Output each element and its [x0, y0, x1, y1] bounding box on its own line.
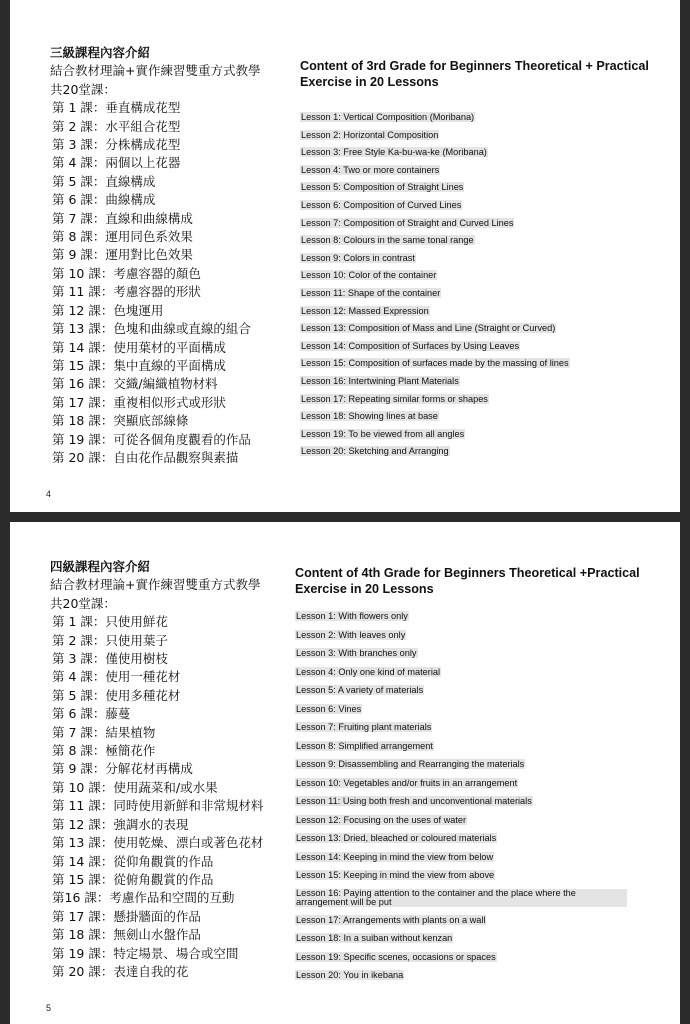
english-lesson-item	[300, 358, 670, 376]
chinese-lesson-item: 第 18 課：突顯底部線條	[52, 413, 189, 429]
english-course-column	[295, 565, 665, 989]
english-lesson-text: Lesson 2: Horizontal Composition	[301, 129, 439, 140]
english-lesson-text: Lesson 19: Specific scenes, occasions or spaces	[296, 951, 496, 962]
english-lesson-text: Lesson 8: Simplified arrangement	[296, 740, 433, 751]
english-lesson-item	[295, 648, 665, 667]
english-lesson-text: Lesson 5: A variety of materials	[296, 685, 424, 695]
chinese-lesson-item: 第 3 課：僅使用樹枝	[52, 651, 168, 667]
english-lesson-item	[295, 667, 665, 686]
chinese-lesson-item: 第 13 課：色塊和曲線或直線的組合	[52, 321, 251, 337]
english-lesson-text: Lesson 20: You in ikebana	[296, 970, 404, 980]
chinese-lesson-item: 第 7 課：結果植物	[52, 724, 156, 740]
english-lesson-item	[295, 915, 665, 934]
english-lesson-text: Lesson 6: Vines	[296, 703, 362, 714]
english-lesson-text: Lesson 4: Two or more containers	[301, 164, 440, 175]
chinese-lesson-item: 第 6 課：曲線構成	[52, 192, 156, 208]
english-lesson-text: Lesson 13: Composition of Mass and Line (Straight or Curved)	[301, 323, 556, 334]
chinese-lesson-item: 第 4 課：兩個以上花器	[52, 155, 181, 171]
chinese-course-title: 三級課程內容介紹	[50, 45, 151, 60]
chinese-lesson-item: 第 17 課：懸掛牆面的作品	[52, 908, 201, 924]
english-lesson-item	[295, 815, 665, 834]
chinese-lesson-item: 第 1 課：垂直構成花型	[52, 100, 181, 116]
chinese-lesson-item: 第 10 課：考慮容器的顏色	[52, 265, 201, 281]
english-lesson-item	[300, 130, 670, 148]
chinese-lesson-item: 第 11 課：同時使用新鮮和非常規材料	[52, 798, 264, 814]
chinese-lesson-item: 第 19 課：特定場景、場合或空間	[52, 945, 239, 961]
english-lesson-text: Lesson 10: Color of the container	[301, 270, 437, 281]
english-lesson-item	[300, 165, 670, 183]
english-lesson-item	[300, 394, 670, 412]
english-lesson-item	[295, 970, 665, 989]
chinese-lesson-item: 第 14 課：從仰角觀賞的作品	[52, 853, 214, 869]
chinese-lesson-item: 第 12 課：強調水的表現	[52, 816, 189, 832]
english-lesson-text: Lesson 16: Paying attention to the container and the place where the arrangement will be put	[295, 889, 627, 907]
chinese-course-count: 共20堂課：	[50, 81, 116, 97]
english-lesson-text: Lesson 9: Colors in contrast	[301, 252, 415, 263]
chinese-course-column	[50, 44, 290, 467]
chinese-lesson-item: 第 20 課：表達自我的花	[52, 963, 189, 979]
english-lesson-item	[295, 630, 665, 649]
chinese-lesson-item: 第 2 課：只使用葉子	[52, 632, 168, 648]
chinese-course-title: 四級課程內容介紹	[50, 559, 151, 574]
english-lesson-item	[295, 685, 665, 704]
chinese-lesson-item: 第 4 課：使用一種花材	[52, 669, 181, 685]
english-lesson-text: Lesson 8: Colours in the same tonal range	[301, 235, 474, 246]
english-lesson-text: Lesson 3: With branches only	[296, 648, 417, 658]
chinese-lesson-item: 第16 課：考慮作品和空間的互動	[52, 890, 235, 906]
chinese-lesson-item: 第 6 課：藤蔓	[52, 706, 131, 722]
english-lesson-item	[300, 306, 670, 324]
english-lesson-item	[295, 952, 665, 971]
english-lesson-item	[300, 182, 670, 200]
chinese-lesson-item: 第 7 課：直線和曲線構成	[52, 210, 193, 226]
chinese-lesson-item: 第 5 課：直線構成	[52, 173, 156, 189]
english-lesson-item	[295, 870, 665, 889]
english-lesson-item	[295, 796, 665, 815]
chinese-course-intro: 結合教材理論+實作練習雙重方式教學	[50, 577, 261, 593]
english-lesson-text: Lesson 4: Only one kind of material	[296, 666, 441, 677]
english-lesson-text: Lesson 19: To be viewed from all angles	[301, 428, 465, 439]
chinese-lesson-item: 第 17 課：重複相似形式或形狀	[52, 394, 226, 410]
english-lesson-item	[300, 341, 670, 359]
chinese-lesson-item: 第 16 課：交織/編織植物材料	[52, 376, 218, 392]
chinese-lesson-list	[50, 99, 290, 467]
english-lesson-text: Lesson 14: Composition of Surfaces by Using Leaves	[301, 340, 520, 351]
english-lesson-item	[295, 611, 665, 630]
english-course-title: Content of 4th Grade for Beginners Theoretical +Practical Exercise in 20 Lessons	[295, 566, 640, 596]
chinese-lesson-item: 第 8 課：運用同色系效果	[52, 229, 193, 245]
english-lesson-text: Lesson 12: Massed Expression	[301, 305, 429, 316]
english-lesson-item	[295, 933, 665, 952]
document-page-4	[10, 0, 680, 512]
english-lesson-text: Lesson 10: Vegetables and/or fruits in an arrangement	[296, 777, 518, 788]
english-lesson-text: Lesson 5: Composition of Straight Lines	[301, 182, 464, 193]
english-lesson-text: Lesson 6: Composition of Curved Lines	[301, 199, 462, 210]
english-lesson-text: Lesson 18: Showing lines at base	[301, 411, 438, 422]
english-lesson-item	[295, 852, 665, 871]
english-lesson-text: Lesson 1: Vertical Composition (Moribana)	[301, 112, 475, 122]
chinese-course-column	[50, 558, 290, 981]
english-lesson-text: Lesson 12: Focusing on the uses of water	[296, 814, 467, 825]
english-lesson-text: Lesson 11: Shape of the container	[301, 287, 441, 298]
english-lesson-item	[300, 200, 670, 218]
chinese-lesson-item: 第 18 課：無劍山水盤作品	[52, 927, 201, 943]
chinese-lesson-item: 第 15 課：從俯角觀賞的作品	[52, 871, 214, 887]
english-lesson-text: Lesson 7: Composition of Straight and Curved Lines	[301, 217, 514, 228]
english-lesson-item	[300, 429, 670, 447]
english-lesson-list	[300, 112, 670, 464]
english-lesson-text: Lesson 15: Keeping in mind the view from above	[296, 870, 495, 880]
chinese-lesson-item: 第 3 課：分株構成花型	[52, 137, 181, 153]
chinese-lesson-item: 第 9 課：運用對比色效果	[52, 247, 193, 263]
english-lesson-list	[295, 611, 665, 989]
document-page-5	[10, 522, 680, 1024]
chinese-lesson-item: 第 20 課：自由花作品觀察與素描	[52, 449, 239, 465]
chinese-course-intro: 結合教材理論+實作練習雙重方式教學	[50, 63, 261, 79]
chinese-lesson-item: 第 15 課：集中直線的平面構成	[52, 357, 226, 373]
english-lesson-text: Lesson 9: Disassembling and Rearranging the materials	[296, 759, 525, 769]
english-lesson-text: Lesson 7: Fruiting plant materials	[296, 722, 432, 732]
english-lesson-item	[295, 704, 665, 723]
english-lesson-text: Lesson 3: Free Style Ka-bu-wa-ke (Moribana)	[301, 147, 487, 158]
english-lesson-item	[300, 446, 670, 464]
english-lesson-item	[300, 288, 670, 306]
english-lesson-item	[295, 741, 665, 760]
chinese-lesson-item: 第 14 課：使用葉材的平面構成	[52, 339, 226, 355]
english-lesson-text: Lesson 1: With flowers only	[296, 611, 408, 621]
english-lesson-item	[300, 112, 670, 130]
english-lesson-item	[300, 253, 670, 271]
english-lesson-text: Lesson 2: With leaves only	[296, 629, 406, 640]
english-course-column	[300, 58, 670, 464]
english-lesson-item	[295, 778, 665, 797]
chinese-lesson-item: 第 11 課：考慮容器的形狀	[52, 284, 201, 300]
english-lesson-item	[300, 218, 670, 236]
chinese-lesson-item: 第 8 課：極簡花作	[52, 743, 156, 759]
english-lesson-text: Lesson 17: Repeating similar forms or shapes	[301, 393, 488, 404]
chinese-lesson-item: 第 13 課：使用乾燥、漂白或著色花材	[52, 835, 264, 851]
english-lesson-item	[300, 376, 670, 394]
english-lesson-text: Lesson 18: In a suiban without kenzan	[296, 933, 453, 943]
chinese-lesson-item: 第 12 課：色塊運用	[52, 302, 164, 318]
english-lesson-item	[295, 833, 665, 852]
page-number: 5	[46, 1003, 52, 1013]
page-number: 4	[46, 489, 52, 499]
chinese-lesson-item: 第 2 課：水平組合花型	[52, 118, 181, 134]
english-lesson-text: Lesson 14: Keeping in mind the view from below	[296, 851, 494, 862]
english-lesson-text: Lesson 20: Sketching and Arranging	[301, 446, 449, 457]
english-lesson-item	[300, 147, 670, 165]
chinese-lesson-item: 第 9 課：分解花材再構成	[52, 761, 193, 777]
chinese-lesson-item: 第 5 課：使用多種花材	[52, 687, 181, 703]
english-lesson-item	[300, 235, 670, 253]
english-course-title: Content of 3rd Grade for Beginners Theoretical + Practical Exercise in 20 Lessons	[300, 59, 649, 89]
english-lesson-item	[300, 270, 670, 288]
chinese-lesson-item: 第 1 課：只使用鮮花	[52, 614, 168, 630]
english-lesson-item	[300, 323, 670, 341]
english-lesson-item	[295, 759, 665, 778]
chinese-lesson-item: 第 10 課：使用蔬菜和/或水果	[52, 779, 218, 795]
english-lesson-text: Lesson 11: Using both fresh and unconventional materials	[296, 796, 532, 806]
english-lesson-text: Lesson 13: Dried, bleached or coloured materials	[296, 833, 497, 843]
english-lesson-item	[295, 722, 665, 741]
english-lesson-text: Lesson 15: Composition of surfaces made by the massing of lines	[301, 358, 569, 369]
english-lesson-item	[295, 889, 665, 915]
english-lesson-text: Lesson 16: Intertwining Plant Materials	[301, 375, 459, 386]
chinese-lesson-item: 第 19 課：可從各個角度觀看的作品	[52, 431, 251, 447]
chinese-lesson-list	[50, 613, 290, 981]
chinese-course-count: 共20堂課：	[50, 595, 116, 611]
english-lesson-text: Lesson 17: Arrangements with plants on a wall	[296, 914, 486, 925]
english-lesson-item	[300, 411, 670, 429]
